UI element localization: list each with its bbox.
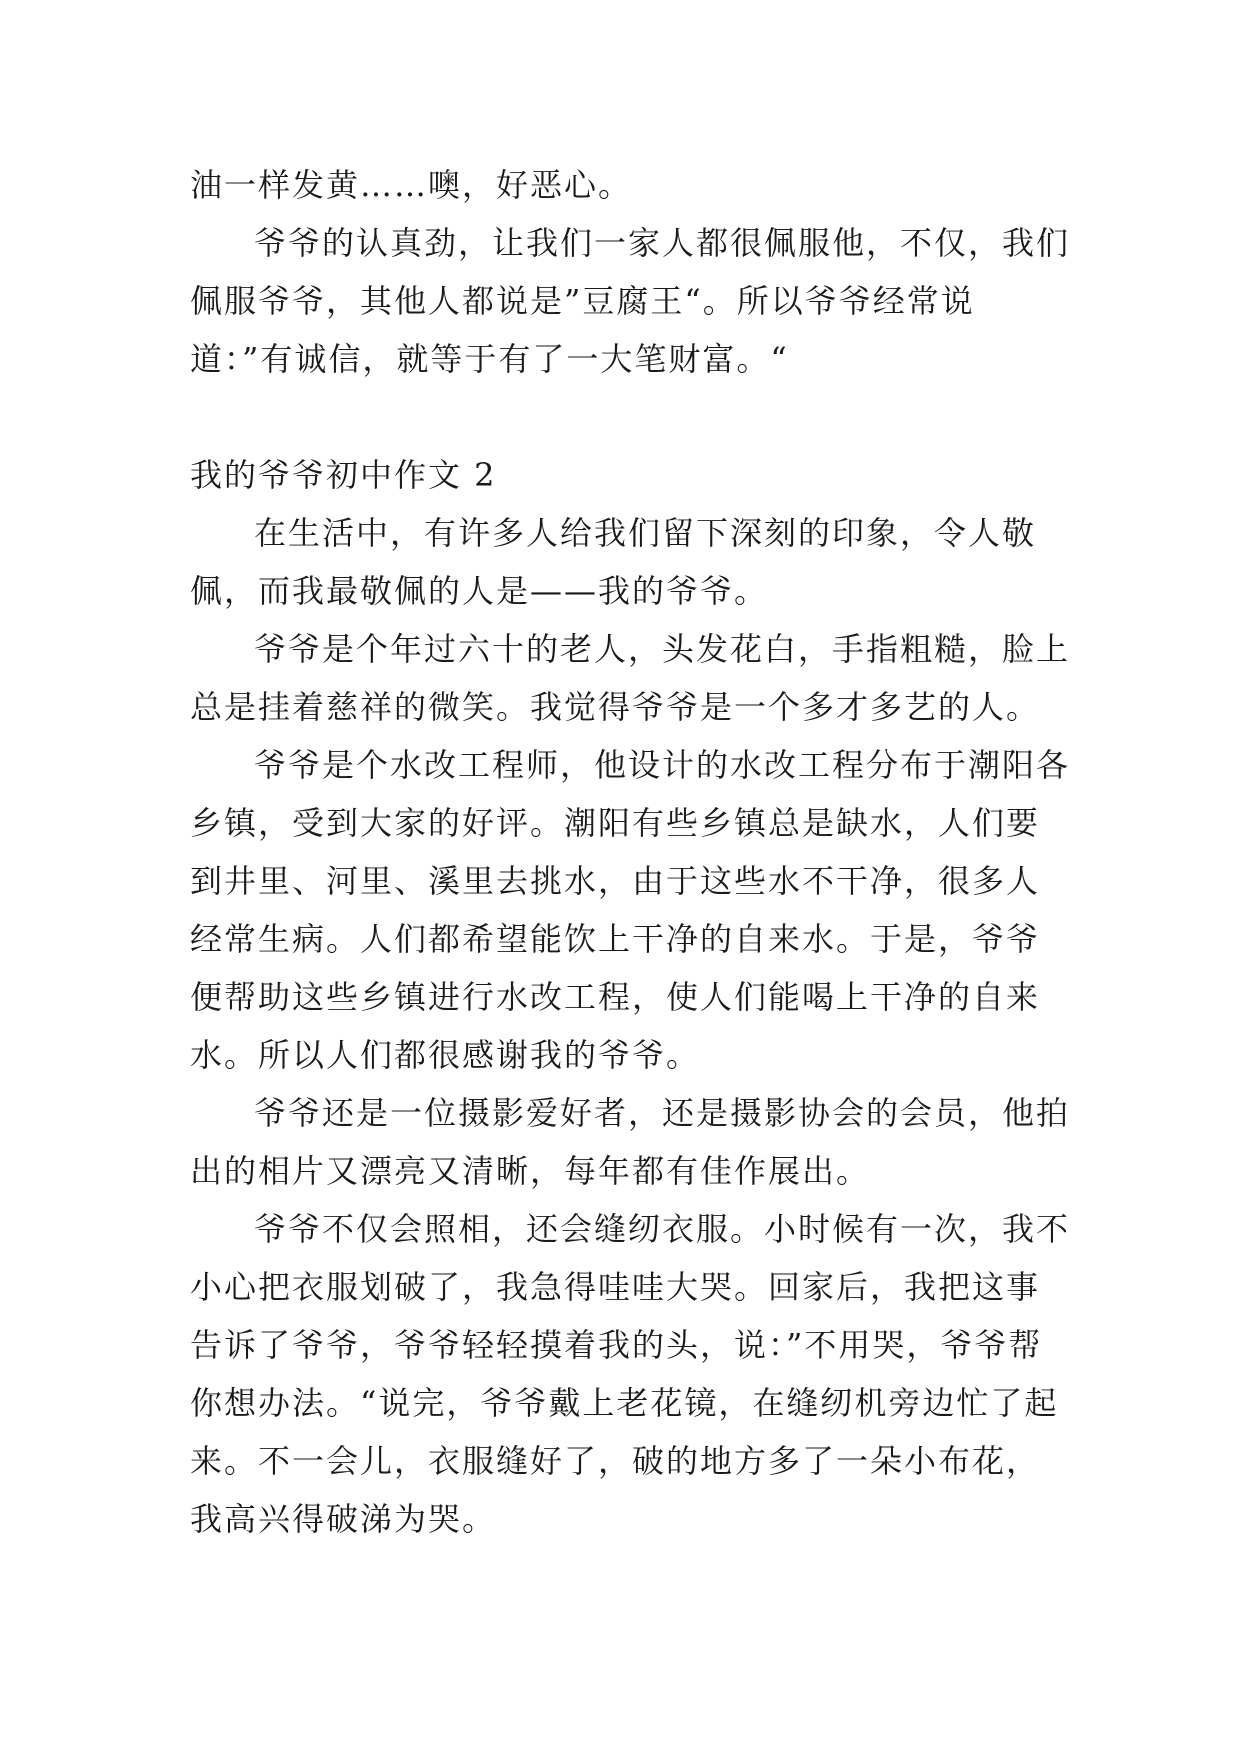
paragraph: 爷爷还是一位摄影爱好者，还是摄影协会的会员，他拍出的相片又漂亮又清晰，每年都有佳作展出。 (190, 1094, 1071, 1190)
paragraph: 爷爷是个水改工程师，他设计的水改工程分布于潮阳各乡镇，受到大家的好评。潮阳有些乡镇总是缺水，人们要到井里、河里、溪里去挑水，由于这些水不干净，很多人经常生病。人们都希望能饮上干净的自来水。于是，爷爷便帮助这些乡镇进行水改工程，使人们能喝上干净的自来水。所以人们都很感谢我的爷爷。 (190, 746, 1071, 1074)
paragraph: 在生活中，有许多人给我们留下深刻的印象，令人敬佩，而我最敬佩的人是——我的爷爷。 (190, 514, 1037, 610)
document-body (190, 156, 1070, 1548)
paragraph-continuation: 油一样发黄……噢，好恶心。 (190, 166, 633, 204)
section-title: 我的爷爷初中作文 2 (190, 456, 497, 494)
paragraph: 爷爷不仅会照相，还会缝纫衣服。小时候有一次，我不小心把衣服划破了，我急得哇哇大哭。回家后，我把这事告诉了爷爷，爷爷轻轻摸着我的头，说：”不用哭，爷爷帮你想办法。“说完，爷爷戴上老花镜，在缝纫机旁边忙了起来。不一会儿，衣服缝好了，破的地方多了一朵小布花，我高兴得破涕为哭。 (190, 1210, 1071, 1538)
paragraph: 爷爷是个年过六十的老人，头发花白，手指粗糙，脸上总是挂着慈祥的微笑。我觉得爷爷是一个多才多艺的人。 (190, 630, 1071, 726)
paragraph: 爷爷的认真劲，让我们一家人都很佩服他，不仅，我们佩服爷爷，其他人都说是”豆腐王“。所以爷爷经常说道：”有诚信，就等于有了一大笔财富。“ (190, 224, 1071, 378)
